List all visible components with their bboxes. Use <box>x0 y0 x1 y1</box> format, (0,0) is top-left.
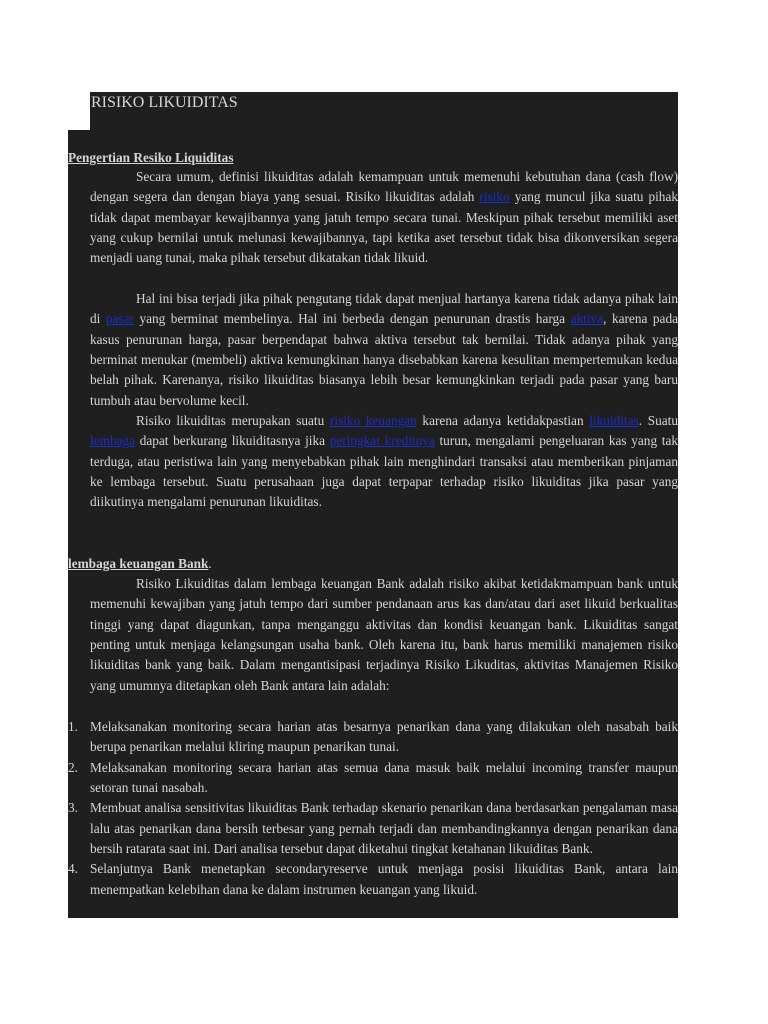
paragraph-market: Hal ini bisa terjadi jika pihak pengutang tidak dapat menjual hartanya karena tidak adanya pihak lain di pasar yang berminat membelinya. Hal ini berbeda dengan penurunan drastis harga aktiva, karena pada kasus penurunan harga, pasar berpendapat bahwa aktiva tersebut tak bernilai. Tidak adanya pihak yang berminat menukar (membeli) aktiva kemungkinan hanya disebabkan karena kesulitan mempertemukan kedua belah pihak. Karenanya, risiko likuiditas biasanya lebih besar kemungkinkan terjadi pada pasar yang baru tumbuh atau bervolume kecil. <box>90 291 678 408</box>
risk-management-list <box>68 717 678 900</box>
paragraph-bank-liquidity: Risiko Likuiditas dalam lembaga keuangan Bank adalah risiko akibat ketidakmampuan bank untuk memenuhi kewajiban yang jatuh tempo dari sumber pendanaan arus kas dan/atau dari aset likuid berkualitas tinggi yang dapat diagunkan, tanpa menganggu aktivitas dan kondisi keuangan bank. Likuiditas sangat penting untuk menjaga kelangsungan usaha bank. Oleh karena itu, bank harus memiliki manajemen risiko likuiditas bank yang baik. Dalam mengantisipasi terjadinya Risiko Likuditas, aktivitas Manajemen Risiko yang umumnya ditetapkan oleh Bank antara lain adalah: <box>90 576 678 693</box>
section-heading-bank: lembaga keuangan Bank. <box>68 556 212 571</box>
paragraph-definition: Secara umum, definisi likuiditas adalah kemampuan untuk memenuhi kebutuhan dana (cash flow) dengan segera dan dengan biaya yang sesuai. Risiko likuiditas adalah risiko yang muncul jika suatu pihak tidak dapat membayar kewajibannya yang jatuh tempo secara tunai. Meskipun pihak tersebut memiliki aset yang cukup bernilai untuk melunasi kewajibannya, tapi ketika aset tersebut tidak bisa dikonversikan segera menjadi uang tunai, maka pihak tersebut dikatakan tidak likuid. <box>90 169 678 266</box>
list-item: 2. Melaksanakan monitoring secara harian atas semua dana masuk baik melalui incoming transfer maupun setoran tunai nasabah. <box>68 759 678 796</box>
link-pasar[interactable]: pasar <box>105 311 134 327</box>
list-item: 4. Selanjutnya Bank menetapkan secondaryreserve untuk menjaga posisi likuiditas Bank, antara lain menempatkan kelebihan dana ke dalam instrumen keuangan yang likuid. <box>68 861 678 897</box>
section-heading-pengertian: Pengertian Resiko Liquiditas <box>68 150 234 165</box>
link-risiko[interactable]: risiko <box>479 189 510 205</box>
link-risiko-keuangan[interactable]: risiko keuangan <box>329 413 417 428</box>
link-peringkat-kredit[interactable]: peringkat kreditnya <box>329 433 435 449</box>
list-item: 3. Membuat analisa sensitivitas likuiditas Bank terhadap skenario penarikan dana berdasarkan pengalaman masa lalu atas penarikan dana bersih terbesar yang pernah terjadi dan membandingkannya dengan penarikan dana bersih ratarata saat ini. Dari analisa tersebut dapat diketahui tingkat ketahanan likuiditas Bank. <box>68 800 678 857</box>
document-title: RISIKO LIKUIDITAS <box>91 94 238 111</box>
link-likuiditas[interactable]: likuiditas <box>589 413 639 428</box>
link-aktiva[interactable]: aktiva <box>570 311 604 327</box>
link-lembaga[interactable]: lembaga <box>90 433 136 449</box>
list-item: 1. Melaksanakan monitoring secara harian atas besarnya penarikan dana yang dilakukan oleh nasabah baik berupa penarikan melalui kliring maupun penarikan tunai. <box>68 719 678 755</box>
paragraph-financial-risk: Risiko likuiditas merupakan suatu risiko keuangan karena adanya ketidakpastian likuiditas. Suatu lembaga dapat berkurang likuiditasnya jika peringkat kreditnya turun, mengalami pengeluaran kas yang tak terduga, atau peristiwa lain yang menyebabkan pihak lain menghindari transaksi atau memberikan pinjaman ke lembaga tersebut. Suatu perusahaan juga dapat terpapar terhadap risiko likuiditas jika pasar yang diikutinya mengalami penurunan likuiditas. <box>90 413 678 510</box>
